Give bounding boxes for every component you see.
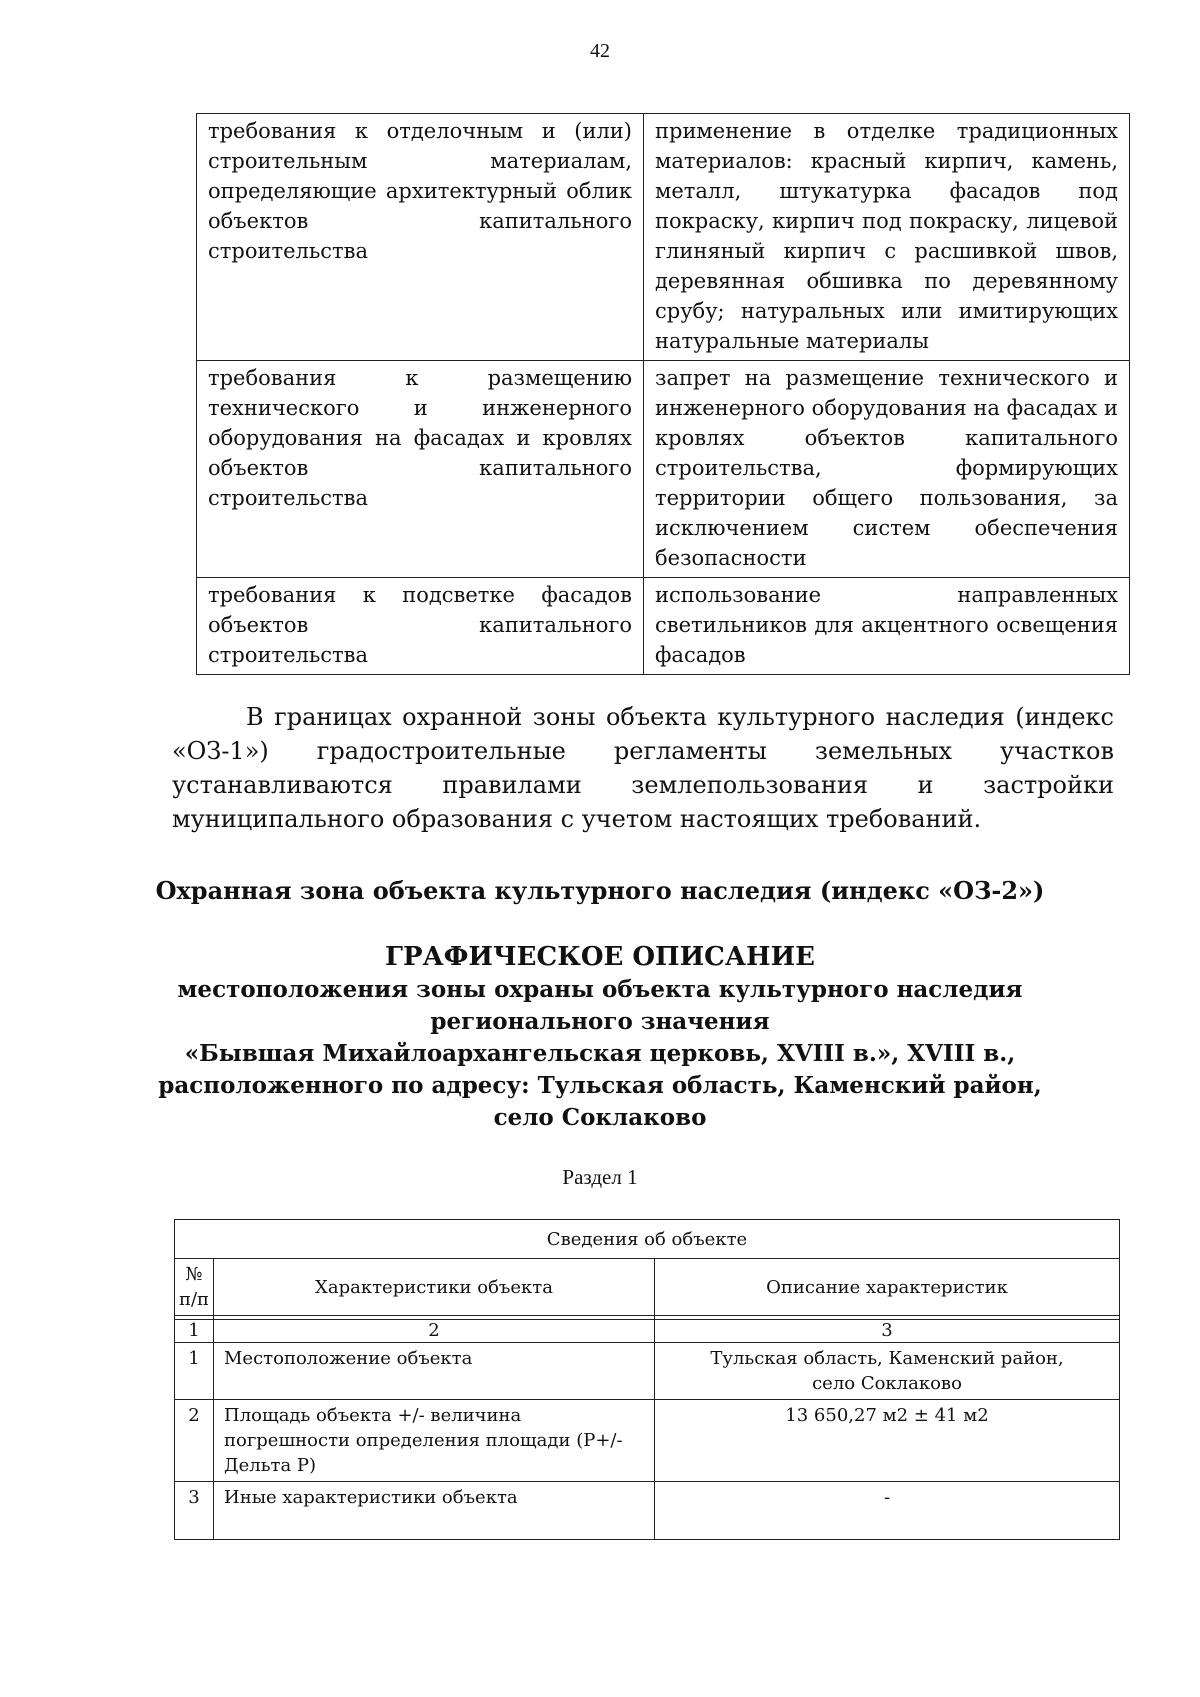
header-num-line2: п/п: [178, 1289, 210, 1310]
row-name: Площадь объекта +/- величина погрешности определения площади (P+/- Дельта P): [214, 1400, 655, 1482]
object-info-table: [174, 1219, 1120, 1540]
table-row: [175, 1482, 1120, 1540]
graphic-description-heading: [0, 940, 1200, 1134]
row-num: 2: [175, 1400, 214, 1482]
description-cell: запрет на размещение технического и инженерного оборудования на фасадах и кровлях объектов капитального строительства, формирующих территории общего пользования, за исключением систем обеспечения безопасности: [644, 361, 1130, 578]
table-row: [197, 361, 1130, 578]
header-description: Описание характеристик: [655, 1259, 1120, 1316]
row-value-line: Тульская область, Каменский район,: [710, 1348, 1064, 1369]
row-num: 3: [175, 1482, 214, 1540]
column-index: 2: [214, 1320, 655, 1343]
column-index: 1: [175, 1320, 214, 1343]
table-row: [197, 578, 1130, 675]
body-paragraph: В границах охранной зоны объекта культурного наследия (индекс «ОЗ-1») градостроительные регламенты земельных участков устанавливаются правилами землепользования и застройки муниципального образования с учетом настоящих требований.: [172, 703, 1114, 833]
header-characteristics: Характеристики объекта: [214, 1259, 655, 1316]
heading-line: расположенного по адресу: Тульская область, Каменский район,: [158, 1072, 1042, 1099]
requirements-table: [196, 113, 1130, 675]
description-cell: применение в отделке традиционных материалов: красный кирпич, камень, металл, штукатурка фасадов под покраску, кирпич под покраску, лицевой глиняный кирпич с расшивкой швов, деревянная обшивка по деревянному срубу; натуральных или имитирующих натуральные материалы: [644, 114, 1130, 361]
row-name: Иные характеристики объекта: [214, 1482, 655, 1540]
row-value-line: -: [883, 1487, 891, 1508]
zone-title: Охранная зона объекта культурного наследия (индекс «ОЗ-2»): [155, 876, 1045, 905]
table-row: [175, 1343, 1120, 1400]
row-value: [655, 1482, 1120, 1540]
row-name: Местоположение объекта: [214, 1343, 655, 1400]
heading-line: местоположения зоны охраны объекта культурного наследия: [177, 976, 1023, 1003]
requirement-cell: требования к отделочным и (или) строительным материалам, определяющие архитектурный облик объектов капитального строительства: [197, 114, 644, 361]
row-value-line: село Соклаково: [812, 1373, 962, 1394]
header-num: [175, 1259, 214, 1316]
table-header-row: [175, 1259, 1120, 1316]
section-label: Раздел 1: [562, 1165, 638, 1189]
heading-line: село Соклаково: [493, 1104, 707, 1131]
table-row: [197, 114, 1130, 361]
table-caption: Сведения об объекте: [175, 1220, 1120, 1259]
requirement-cell: требования к подсветке фасадов объектов капитального строительства: [197, 578, 644, 675]
row-value: [655, 1343, 1120, 1400]
row-value-line: 13 650,27 м2 ± 41 м2: [785, 1405, 989, 1426]
page-number: 42: [590, 40, 610, 62]
table-row: [175, 1400, 1120, 1482]
row-value: [655, 1400, 1120, 1482]
description-cell: использование направленных светильников для акцентного освещения фасадов: [644, 578, 1130, 675]
row-num: 1: [175, 1343, 214, 1400]
heading-title: ГРАФИЧЕСКОЕ ОПИСАНИЕ: [385, 942, 815, 972]
requirement-cell: требования к размещению технического и инженерного оборудования на фасадах и кровлях объектов капитального строительства: [197, 361, 644, 578]
table-caption-row: [175, 1220, 1120, 1259]
heading-line: регионального значения: [430, 1008, 770, 1035]
header-num-line1: №: [185, 1264, 203, 1285]
column-index: 3: [655, 1320, 1120, 1343]
heading-line: «Бывшая Михайлоархангельская церковь, XVIII в.», XVIII в.,: [184, 1040, 1016, 1067]
column-index-row: [175, 1320, 1120, 1343]
